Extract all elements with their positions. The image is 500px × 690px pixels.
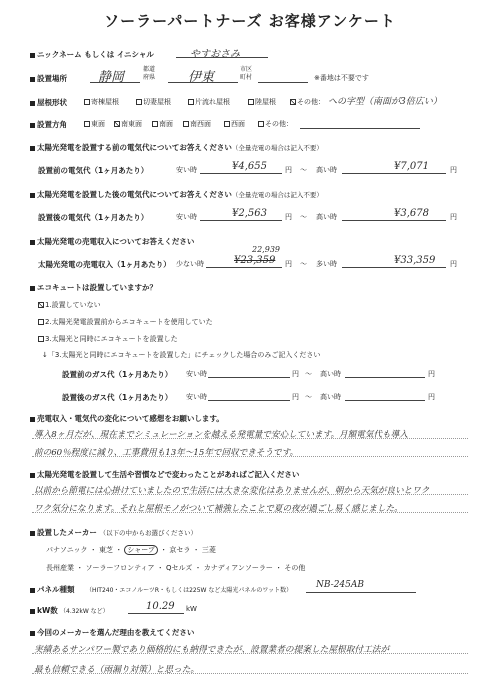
- gas-before-high-unit: 円: [428, 370, 435, 378]
- roof-option-flat[interactable]: 陸屋根: [248, 97, 276, 107]
- prefecture-value[interactable]: 静岡: [98, 70, 125, 85]
- page-title: ソーラーパートナーズ お客様アンケート: [104, 12, 396, 30]
- gas-before-low-label: 安い時: [186, 370, 207, 378]
- gas-before-tilde: 〜: [305, 370, 312, 378]
- gas-after-low-label: 安い時: [186, 393, 207, 401]
- checked-box-icon[interactable]: [114, 121, 120, 127]
- nickname-label: ニックネーム もしくは イニシャル: [30, 49, 154, 60]
- roof-option-other[interactable]: その他：: [290, 97, 325, 107]
- ecocute-option-1[interactable]: 1.設置していない: [38, 300, 101, 310]
- checked-box-icon[interactable]: [290, 99, 296, 105]
- impression-line-2[interactable]: 前の60％程度に減り、工事費用も13年〜15年で回収できそうです。: [34, 448, 299, 458]
- roof-option-hipped[interactable]: 寄棟屋根: [84, 97, 119, 107]
- gas-before-label: 設置前のガス代（1ヶ月あたり）: [62, 370, 173, 379]
- sale-low-correction[interactable]: 22,939: [252, 245, 280, 254]
- after-tilde: 〜: [300, 213, 307, 221]
- maker-option-canadian-solar[interactable]: カナディアンソーラー: [203, 564, 273, 572]
- gas-after-high-unit: 円: [428, 393, 435, 401]
- before-cost-heading: 太陽光発電を設置する前の電気代についてお答えください（全量売電の場合は記入不要）: [30, 142, 323, 153]
- maker-heading: 設置したメーカー （以下の中からお選びください）: [30, 527, 197, 538]
- direction-option-south[interactable]: 南面: [152, 119, 173, 129]
- kw-value[interactable]: 10.29: [146, 601, 175, 612]
- checkbox-icon[interactable]: [84, 121, 90, 127]
- gas-after-low-unit: 円: [292, 393, 299, 401]
- before-high-unit: 円: [450, 166, 457, 174]
- sale-high-unit: 円: [450, 260, 457, 268]
- after-high-unit: 円: [450, 213, 457, 221]
- gas-after-tilde: 〜: [305, 393, 312, 401]
- checkbox-icon[interactable]: [152, 121, 158, 127]
- kw-note: （4.32kW など）: [60, 608, 109, 615]
- ecocute-note: ↓「3.太陽光と同時にエコキュートを設置した」にチェックした場合のみご記入ください: [42, 351, 321, 359]
- roof-option-shed[interactable]: 片流れ屋根: [188, 97, 230, 107]
- sale-low-unit: 円: [285, 260, 292, 268]
- after-low-value[interactable]: ¥2,563: [232, 208, 267, 219]
- before-high-value[interactable]: ¥7,071: [394, 161, 429, 172]
- maker-row-1: パナソニック ・ 東芝 ・ シャープ ・ 京セラ ・ 三菱: [46, 546, 216, 554]
- ecocute-option-3[interactable]: 3.太陽光と同時にエコキュートを設置した: [38, 334, 178, 344]
- lifestyle-line-1[interactable]: 以前から節電には心掛けていましたので生活には大きな変化はありませんが、朝から天気が良いとワク: [34, 486, 430, 496]
- checkbox-icon[interactable]: [258, 121, 264, 127]
- maker-option-solar-frontier[interactable]: ソーラーフロンティア: [85, 564, 155, 572]
- roof-other-value[interactable]: への字型（南面が3倍広い）: [328, 97, 442, 107]
- checked-box-icon[interactable]: [38, 302, 44, 308]
- kw-unit: kW: [186, 605, 197, 613]
- city-unit: 市区 町村: [240, 66, 253, 81]
- checkbox-icon[interactable]: [136, 99, 142, 105]
- checkbox-icon[interactable]: [248, 99, 254, 105]
- sale-low-struck[interactable]: ¥23,359: [234, 255, 276, 266]
- after-high-value[interactable]: ¥3,678: [394, 208, 429, 219]
- direction-label: 設置方角: [30, 119, 67, 130]
- before-low-label: 安い時: [176, 166, 197, 174]
- sale-high-label: 多い時: [316, 260, 337, 268]
- maker-option-mitsubishi[interactable]: 三菱: [201, 546, 216, 554]
- location-label: 設置場所: [30, 73, 67, 84]
- direction-option-southeast[interactable]: 南東面: [114, 119, 142, 129]
- maker-option-qcells[interactable]: Qセルズ: [166, 564, 193, 572]
- roof-option-gable[interactable]: 切妻屋根: [136, 97, 171, 107]
- direction-option-other[interactable]: その他：: [258, 119, 293, 129]
- direction-option-southwest[interactable]: 南西面: [183, 119, 211, 129]
- checkbox-icon[interactable]: [38, 319, 44, 325]
- after-cost-label: 設置後の電気代（1ヶ月あたり）: [38, 213, 149, 222]
- sale-heading: 太陽光発電の売電収入についてお答えください: [30, 236, 194, 247]
- direction-option-west[interactable]: 西面: [224, 119, 245, 129]
- after-cost-heading: 太陽光発電を設置した後の電気代についてお答えください（全量売電の場合は記入不要）: [30, 189, 323, 200]
- lifestyle-heading: 太陽光発電を設置して生活や習慣などで変わったことがあればご記入ください: [30, 469, 299, 480]
- maker-option-choshu[interactable]: 長州産業: [46, 564, 74, 572]
- lifestyle-line-2[interactable]: ワク気分になります。それと屋根モノがついて補強したことで夏の夜が過ごし易く感じました。: [34, 504, 403, 514]
- before-high-label: 高い時: [316, 166, 337, 174]
- sale-label: 太陽光発電の売電収入（1ヶ月あたり）: [38, 260, 171, 269]
- before-low-value[interactable]: ¥4,655: [232, 161, 267, 172]
- maker-option-panasonic[interactable]: パナソニック: [46, 546, 88, 554]
- sale-tilde: 〜: [300, 260, 307, 268]
- ecocute-option-2[interactable]: 2.太陽光発電設置前からエコキュートを使用していた: [38, 317, 213, 327]
- panel-value[interactable]: NB-245AB: [316, 580, 364, 590]
- ecocute-heading: エコキュートは設置していますか？: [30, 282, 157, 293]
- sale-low-label: 少ない時: [176, 260, 204, 268]
- reason-line-2[interactable]: 最も信頼できる（雨漏り対策）と思った。: [34, 665, 200, 675]
- checkbox-icon[interactable]: [188, 99, 194, 105]
- maker-option-toshiba[interactable]: 東芝: [98, 546, 113, 554]
- roof-label: 屋根形状: [30, 97, 67, 108]
- direction-option-east[interactable]: 東面: [84, 119, 105, 129]
- gas-after-high-label: 高い時: [320, 393, 341, 401]
- checkbox-icon[interactable]: [84, 99, 90, 105]
- checkbox-icon[interactable]: [183, 121, 189, 127]
- impression-line-1[interactable]: 導入8ヶ月だが、現在までシミュレーションを越える発電量で安心しています。月額電気代も導入: [34, 430, 408, 440]
- address-note: ※番地は不要です: [314, 74, 369, 82]
- panel-note: （HIT240・エコノルーツR・もしくは225W など太陽光パネルのワット数）: [86, 587, 293, 594]
- reason-heading: 今回のメーカーを選んだ理由を教えてください: [30, 627, 194, 638]
- nickname-value[interactable]: やすおさみ: [190, 49, 240, 60]
- after-low-label: 安い時: [176, 213, 197, 221]
- after-high-label: 高い時: [316, 213, 337, 221]
- checkbox-icon[interactable]: [224, 121, 230, 127]
- maker-option-kyocera[interactable]: 京セラ: [169, 546, 191, 554]
- before-low-unit: 円: [285, 166, 292, 174]
- sale-high-value[interactable]: ¥33,359: [394, 255, 436, 266]
- gas-after-label: 設置後のガス代（1ヶ月あたり）: [62, 393, 173, 402]
- panel-label: パネル種類: [30, 584, 75, 595]
- gas-before-low-unit: 円: [292, 370, 299, 378]
- after-low-unit: 円: [285, 213, 292, 221]
- maker-row-2: 長州産業 ・ ソーラーフロンティア ・ Qセルズ ・ カナディアンソーラー ・ その他: [46, 564, 306, 572]
- gas-before-high-label: 高い時: [320, 370, 341, 378]
- prefecture-unit: 都道 府県: [143, 66, 156, 81]
- before-tilde: 〜: [300, 166, 307, 174]
- before-cost-label: 設置前の電気代（1ヶ月あたり）: [38, 166, 149, 175]
- kw-label: kW数: [30, 605, 58, 616]
- impression-heading: 売電収入・電気代の変化について感想をお願いします。: [30, 413, 224, 424]
- reason-line-1[interactable]: 実績あるサンパワー製であり価格的にも納得できたが、設置業者の提案した屋根取付工法が: [34, 645, 390, 655]
- checkbox-icon[interactable]: [38, 336, 44, 342]
- maker-option-sharp[interactable]: シャープ: [124, 545, 158, 555]
- maker-option-other[interactable]: その他: [284, 564, 306, 572]
- city-value[interactable]: 伊東: [188, 70, 215, 85]
